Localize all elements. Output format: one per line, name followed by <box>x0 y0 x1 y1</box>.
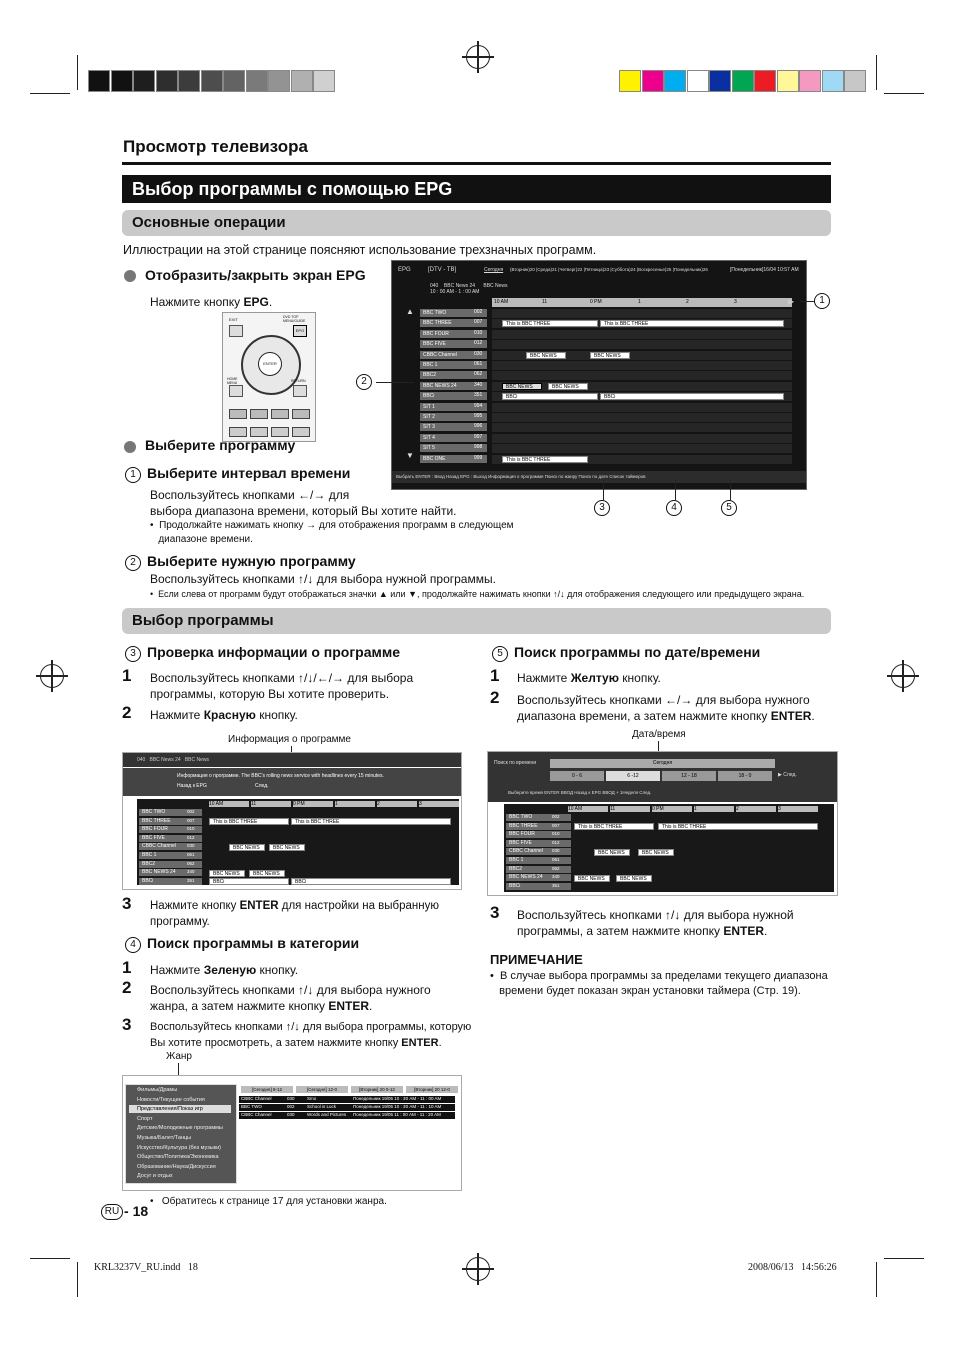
crop-mark <box>30 93 70 94</box>
crop-mark <box>876 55 877 90</box>
genre-row-time: Понедельник 19/05 10 : 30 AM - 11 : 10 AM <box>353 1104 442 1109</box>
s4-title: 4 Поиск программы в категории <box>125 935 359 953</box>
epg-channel-num: 007 <box>474 319 483 326</box>
info-channel-name[interactable]: BBC2 <box>139 861 202 868</box>
info-channel-num: 351 <box>187 877 195 883</box>
show-epg-text: Нажмите кнопку EPG. <box>150 295 273 309</box>
enter-button[interactable]: ENTER <box>258 352 282 376</box>
dt-channel-num: 351 <box>552 882 560 888</box>
s5-step2: Воспользуйтесь кнопками ←/→ для выбора нужного диапазона времени, а затем нажмите кнопку ENTER. <box>517 693 815 723</box>
s5-title: 5 Поиск программы по дате/времени <box>492 644 760 662</box>
epg-program[interactable]: BBC NEWS <box>526 352 566 359</box>
show-epg-title: Отобразить/закрыть экран EPG <box>145 267 366 283</box>
genre-col-header[interactable]: [Сегодня] 12-0 <box>296 1086 348 1093</box>
step1-title: 1 Выберите интервал времени <box>125 465 350 483</box>
callout-line <box>376 382 414 383</box>
info-time-label: 10 AM <box>209 801 249 807</box>
info-program[interactable]: BBCi <box>291 878 451 885</box>
genre-item[interactable]: Фильмы/Драмы <box>137 1087 178 1093</box>
epg-time-label: 0 PM <box>590 299 602 305</box>
epg-channel-num: 010 <box>474 329 483 336</box>
rew-button[interactable] <box>229 427 247 437</box>
s3-step3: Нажмите кнопку ENTER для настройки на выбранную программу. <box>150 900 440 928</box>
info-channel-num: 007 <box>187 817 195 823</box>
info-program[interactable]: BBC NEWS <box>229 844 265 851</box>
gray-swatch <box>133 70 155 92</box>
info-program[interactable]: BBC NEWS <box>269 844 305 851</box>
page-title <box>122 175 831 203</box>
crop-mark <box>77 55 78 90</box>
dt-program[interactable]: This is BBC THREE <box>658 823 818 830</box>
info-channel-name[interactable]: BBCi <box>139 878 202 885</box>
select-title: Выберите программу <box>145 437 296 453</box>
color-swatch <box>709 70 731 92</box>
epg-channel-name[interactable]: BBC FIVE <box>420 340 487 348</box>
dt-time-label: 3 <box>778 806 818 812</box>
genre-row-num: 002 <box>287 1104 295 1109</box>
gray-swatch <box>201 70 223 92</box>
gray-swatch <box>268 70 290 92</box>
dt-program[interactable]: BBC NEWS <box>616 875 652 882</box>
info-current: 040 BBC News 24 BBC News <box>137 757 209 763</box>
dt-channel-name[interactable]: BBCi <box>506 883 571 890</box>
info-channel-num: 340 <box>187 869 195 875</box>
info-channel-num: 010 <box>187 826 195 832</box>
s5-step1: Нажмите Желтую кнопку. <box>517 671 661 685</box>
epg-tab: EPG <box>398 267 411 273</box>
info-channel-name[interactable]: BBC FIVE <box>139 835 202 842</box>
crop-mark <box>884 1258 924 1259</box>
epg-channel-num: 002 <box>474 309 483 315</box>
step2-text: Воспользуйтесь кнопками ↑/↓ для выбора нужной программы. <box>150 572 496 586</box>
bullet-icon <box>124 441 136 453</box>
callout-5: 5 <box>721 500 743 516</box>
epg-channel-num: 999 <box>474 454 483 461</box>
genre-item[interactable]: Образование/Наука/Дискуссия <box>137 1163 216 1170</box>
gray-swatch <box>223 70 245 92</box>
dt-range[interactable]: 0 - 6 <box>550 771 604 781</box>
step-number: 3 <box>122 1015 132 1034</box>
scroll-up-icon[interactable]: ▲ <box>406 307 414 316</box>
gray-swatch <box>313 70 335 92</box>
genre-row-ch[interactable]: BBC TWO <box>241 1104 262 1109</box>
genre-row-time: Понедельник 19/05 11 : 00 AM - 11 : 20 AM <box>353 1112 441 1117</box>
epg-time-label: 10 AM <box>494 299 509 305</box>
epg-program[interactable]: BBCi <box>502 393 598 400</box>
dt-channel-name[interactable]: CBBC Channel <box>506 848 571 855</box>
genre-row-title: School is Luck <box>307 1104 337 1109</box>
step-number: 3 <box>122 894 132 913</box>
dt-time-label: 0 PM <box>652 806 692 812</box>
dt-next[interactable]: ▶ След. <box>778 772 797 778</box>
dt-time-label: 2 <box>736 806 776 812</box>
epg-channel-num: 998 <box>474 444 483 451</box>
dt-channel-num: 010 <box>552 831 560 837</box>
epg-program[interactable]: This is BBC THREE <box>502 320 598 327</box>
color-swatch <box>777 70 799 92</box>
epg-days: (Вторник)20 |Среда)21 |Четверг)22 |Пятница)23 |Суббота)24 |Воскресенье)25 |Понедельник)26 <box>510 267 708 272</box>
info-time-label: 1 <box>335 801 375 807</box>
datetime-screen <box>487 751 838 896</box>
remote-control-illustration <box>222 312 316 442</box>
dt-time-label: 11 <box>610 806 650 812</box>
crop-mark <box>876 1262 877 1297</box>
color-swatch <box>642 70 664 92</box>
registration-mark-icon <box>891 664 915 688</box>
dt-channel-num: 002 <box>552 814 560 819</box>
info-channel-name[interactable]: BBC 1 <box>139 852 202 859</box>
blue-button[interactable] <box>292 409 310 419</box>
epg-row-bg <box>492 434 792 443</box>
info-channel-num: 061 <box>187 852 195 857</box>
epg-channel-num: 061 <box>474 361 483 367</box>
color-swatch <box>822 70 844 92</box>
color-swatch <box>664 70 686 92</box>
genre-item[interactable]: Детские/Молодежные программы <box>137 1125 223 1132</box>
epg-channel-name[interactable]: SIT 2 <box>420 413 487 421</box>
scroll-right-icon[interactable]: ▶ <box>788 297 795 306</box>
bullet-icon <box>124 270 136 282</box>
s4-label: Жанр <box>166 1051 192 1062</box>
gray-swatch <box>291 70 313 92</box>
dt-channel-num: 061 <box>552 857 560 862</box>
dt-channel-name[interactable]: BBC FOUR <box>506 831 571 838</box>
epg-channel-num: 030 <box>474 350 483 357</box>
genre-row-time: Понедельник 19/05 10 : 30 AM - 11 : 00 AM <box>353 1096 442 1101</box>
genre-row-ch[interactable]: CBBC Channel <box>241 1096 272 1101</box>
epg-channel-num: 062 <box>474 371 483 378</box>
epg-row-bg <box>492 403 792 412</box>
epg-channel-name[interactable]: BBC ONE <box>420 455 487 463</box>
color-swatch <box>844 70 866 92</box>
info-program[interactable]: This is BBC THREE <box>291 818 451 825</box>
info-text: Информация о программе. The BBC's rolling news service with headlines every 15 minutes. <box>177 773 384 779</box>
epg-channel-num: 340 <box>474 381 483 388</box>
dt-channel-num: 340 <box>552 874 560 880</box>
epg-channel-name[interactable]: BBC FOUR <box>420 330 487 338</box>
epg-channel-name[interactable]: SIT 3 <box>420 423 487 431</box>
dt-program[interactable]: BBC NEWS <box>638 849 674 856</box>
dt-time-label: 1 <box>694 806 734 812</box>
section-title: Просмотр телевизора <box>123 137 308 156</box>
callout-line <box>730 480 731 500</box>
epg-channel-name[interactable]: SIT 4 <box>420 434 487 442</box>
info-channel-num: 012 <box>187 834 195 840</box>
epg-current: 040 BBC News 24 BBC News 10 : 00 AM - 1 : 00 AM <box>430 283 508 295</box>
genre-col-header[interactable]: [Сегодня] 8-12 <box>241 1086 293 1093</box>
epg-channel-num: 997 <box>474 433 483 440</box>
crop-mark <box>30 1258 70 1259</box>
genre-item[interactable]: Спорт <box>137 1115 153 1122</box>
dt-program[interactable]: BBC NEWS <box>594 849 630 856</box>
s3-step2: Нажмите Красную кнопку. <box>150 708 298 722</box>
epg-channel-name[interactable]: BBCi <box>420 392 487 400</box>
callout-line <box>800 301 814 302</box>
epg-row-bg <box>492 444 792 453</box>
registration-mark-icon <box>40 664 64 688</box>
info-channel-name[interactable]: BBC THREE <box>139 818 202 825</box>
info-back-button[interactable]: Назад к EPG <box>177 783 207 789</box>
selection-band: Выбор программы <box>122 608 831 634</box>
epg-time-label: 11 <box>542 299 548 305</box>
intro-text: Иллюстрации на этой странице поясняют использование трехзначных программ. <box>123 243 597 257</box>
epg-time-label: 3 <box>734 299 737 305</box>
dt-time-label: 10 AM <box>568 806 608 812</box>
home-label: HOME MENU <box>227 377 238 385</box>
dt-program[interactable]: This is BBC THREE <box>574 823 654 830</box>
epg-channel-name[interactable]: SIT 5 <box>420 444 487 452</box>
return-button[interactable] <box>293 385 307 397</box>
epg-tab-today: Сегодня <box>484 267 504 273</box>
epg-row-bg <box>492 330 792 339</box>
callout-1: 1 <box>814 293 836 309</box>
epg-button[interactable]: EPG <box>293 325 307 337</box>
genre-item[interactable]: Искусство/Культура (без музыки) <box>137 1144 222 1151</box>
genre-row-ch[interactable]: CBBC Channel <box>241 1112 272 1117</box>
gray-swatch <box>156 70 178 92</box>
genre-row-title: Words and Pictures <box>307 1112 347 1117</box>
epg-channel-num: 996 <box>474 423 483 430</box>
dt-channel-num: 007 <box>552 822 560 828</box>
genre-item[interactable]: Представления/Показ игр <box>129 1105 231 1113</box>
epg-row-bg <box>492 413 792 422</box>
info-channel-name[interactable]: BBC TWO <box>139 809 202 816</box>
epg-time-label: 1 <box>638 299 641 305</box>
s4-step2: Воспользуйтесь кнопками ↑/↓ для выбора нужного жанра, а затем нажмите кнопку ENTER. <box>150 983 431 1013</box>
info-channel-num: 002 <box>187 809 195 814</box>
s3-label: Информация о программе <box>228 734 351 745</box>
step1-note: • Продолжайте нажимать кнопку → для отображения программ в следующем диапазоне времени. <box>150 520 514 545</box>
color-swatch <box>687 70 709 92</box>
epg-program[interactable]: BBC NEWS <box>590 352 630 359</box>
s3-step1: Воспользуйтесь кнопками ↑/↓/←/→ для выбора программы, которую Вы хотите проверить. <box>150 671 414 701</box>
step-number: 2 <box>122 978 132 997</box>
epg-row-bg <box>492 340 792 349</box>
genre-screen <box>122 1075 462 1191</box>
genre-row-title: Smo <box>307 1096 317 1101</box>
scroll-down-icon[interactable]: ▼ <box>406 451 414 460</box>
s5-label: Дата/время <box>632 729 686 740</box>
info-program[interactable]: BBC NEWS <box>209 870 245 877</box>
epg-program[interactable]: This is BBC THREE <box>600 320 784 327</box>
dt-channel-num: 062 <box>552 865 560 871</box>
color-swatch <box>619 70 641 92</box>
stop-button[interactable] <box>292 427 310 437</box>
dt-channel-name[interactable]: BBC THREE <box>506 823 571 830</box>
info-time-label: 2 <box>377 801 417 807</box>
dt-title: Поиск по времени <box>494 760 537 766</box>
genre-row-num: 030 <box>287 1096 295 1101</box>
epg-channel-num: 351 <box>474 392 483 399</box>
dt-footer: Выберите время ENTER ВВОД Назад к EPG ВВОД + 1Неделя След. <box>508 790 652 795</box>
dt-channel-name[interactable]: BBC 1 <box>506 857 571 864</box>
info-time-label: 11 <box>251 801 291 807</box>
info-screen <box>122 752 462 890</box>
yellow-button[interactable] <box>271 409 289 419</box>
step-number: 2 <box>122 703 132 722</box>
epg-row-bg <box>492 309 792 318</box>
epg-channel-num: 012 <box>474 340 483 347</box>
epg-program[interactable]: BBC NEWS <box>548 383 588 390</box>
gray-swatch <box>111 70 133 92</box>
step-number: 1 <box>122 666 132 685</box>
epg-channel-num: 995 <box>474 413 483 419</box>
step2-note: • Если слева от программ будут отображаться значки ▲ или ▼, продолжайте нажимать кнопки ↑/↓ для отображения следующего или предыдущего экрана. <box>150 589 805 599</box>
info-program[interactable]: BBC NEWS <box>249 870 285 877</box>
note-text: • В случае выбора программы за пределами текущего диапазона времени будет показан экран установки таймера (Стр. 19). <box>490 970 828 997</box>
dt-channel-num: 012 <box>552 839 560 845</box>
genre-item[interactable]: Новости/Текущие события <box>137 1096 205 1103</box>
s4-step1: Нажмите Зеленую кнопку. <box>150 963 299 977</box>
dt-today: Сегодня <box>550 759 775 768</box>
color-swatch <box>732 70 754 92</box>
genre-item[interactable]: Общество/Политика/Экономика <box>137 1154 219 1161</box>
page-title-text: Выбор программы с помощью EPG <box>132 179 453 199</box>
ff-button[interactable] <box>271 427 289 437</box>
genre-item[interactable]: Музыка/Балет/Танцы <box>137 1135 192 1141</box>
color-swatch <box>799 70 821 92</box>
info-program[interactable]: This is BBC THREE <box>209 818 289 825</box>
dt-channel-name[interactable]: BBC FIVE <box>506 840 571 847</box>
epg-channel-name[interactable]: BBC TWO <box>420 309 487 317</box>
info-channel-name[interactable]: CBBC Channel <box>139 843 202 850</box>
exit-label: EXIT <box>229 317 238 322</box>
play-button[interactable] <box>250 427 268 437</box>
step-number: 1 <box>122 958 132 977</box>
epg-screen <box>391 260 807 490</box>
info-time-label: 3 <box>419 801 459 807</box>
info-time-label: 0 PM <box>293 801 333 807</box>
epg-program[interactable]: This is BBC THREE <box>502 456 588 463</box>
epg-channel-name[interactable]: CBBC Channel <box>420 351 487 359</box>
dt-channel-name[interactable]: BBC2 <box>506 866 571 873</box>
genre-col-header[interactable]: [Вторник] 20 12-0 <box>406 1086 458 1093</box>
info-channel-num: 062 <box>187 860 195 866</box>
registration-mark-icon <box>466 45 490 69</box>
registration-mark-icon <box>466 1257 490 1281</box>
step-circle: 2 <box>125 555 141 571</box>
epg-row-bg <box>492 423 792 432</box>
epg-footer: Выбрать ENTER : Ввод Назад EPG : Выход Информация о программе Поиск по жанру Поиск по дате Список таймеров <box>392 471 807 483</box>
note-title: ПРИМЕЧАНИЕ <box>490 952 583 967</box>
gray-swatch <box>88 70 110 92</box>
callout-2: 2 <box>356 374 378 390</box>
epg-row-bg <box>492 371 792 380</box>
page-number: - 18 <box>124 1203 149 1219</box>
epg-timebar <box>492 297 795 307</box>
dt-channel-num: 030 <box>552 848 560 854</box>
callout-line <box>675 480 676 500</box>
step-number: 1 <box>490 666 500 685</box>
crop-mark <box>77 1262 78 1297</box>
s4-step3: Воспользуйтесь кнопками ↑/↓ для выбора программы, которую Вы хотите просмотреть, а затем нажмите кнопку ENTER. <box>150 1021 472 1049</box>
basic-ops-band: Основные операции <box>122 210 831 236</box>
dvd-label: DVD TOP MENU/GUIDE <box>283 315 306 323</box>
return-label: RETURN <box>291 379 306 383</box>
red-button[interactable] <box>229 409 247 419</box>
callout-4: 4 <box>666 500 688 516</box>
info-channel-num: 030 <box>187 843 195 849</box>
dt-range[interactable]: 12 - 18 <box>662 771 716 781</box>
epg-channel-name[interactable]: BBC NEWS 24 <box>420 382 487 390</box>
epg-channel-name[interactable]: SIT 1 <box>420 403 487 411</box>
epg-channel-name[interactable]: BBC 1 <box>420 361 487 369</box>
exit-button[interactable] <box>229 325 243 337</box>
dt-channel-name[interactable]: BBC TWO <box>506 814 571 821</box>
s3-title: 3 Проверка информации о программе <box>125 644 400 662</box>
info-channel-name[interactable]: BBC NEWS 24 <box>139 869 202 876</box>
genre-col-header[interactable]: [Вторник] 20 0-12 <box>351 1086 403 1093</box>
gray-swatch <box>178 70 200 92</box>
dt-range[interactable]: 6 -12 <box>606 771 660 781</box>
epg-time-label: 2 <box>686 299 689 305</box>
home-button[interactable] <box>229 385 243 397</box>
epg-channel-name[interactable]: BBC2 <box>420 371 487 379</box>
info-channel-name[interactable]: BBC FOUR <box>139 826 202 833</box>
step-circle: 1 <box>125 467 141 483</box>
gray-swatch <box>246 70 268 92</box>
epg-program-selected[interactable]: BBC NEWS <box>502 383 542 390</box>
s4-note: • Обратитесь к странице 17 для установки жанра. <box>150 1196 387 1207</box>
callout-3: 3 <box>594 500 616 516</box>
step2-title: 2 Выберите нужную программу <box>125 553 356 571</box>
dt-program[interactable]: BBC NEWS <box>574 875 610 882</box>
epg-program[interactable]: BBCi <box>600 393 784 400</box>
genre-row-num: 030 <box>287 1112 295 1117</box>
footer-date: 2008/06/13 14:56:26 <box>748 1262 837 1273</box>
info-next-button[interactable]: След. <box>255 783 269 789</box>
color-swatch <box>754 70 776 92</box>
epg-clock: [Понедельник]16/04 10:57 AM <box>730 267 799 273</box>
green-button[interactable] <box>250 409 268 419</box>
callout-line <box>603 480 604 500</box>
epg-channel-num: 994 <box>474 402 483 409</box>
epg-channel-name[interactable]: BBC THREE <box>420 319 487 327</box>
footer-file: KRL3237V_RU.indd 18 <box>94 1262 198 1273</box>
lang-badge: RU <box>101 1204 123 1220</box>
info-program[interactable]: BBCi <box>209 878 289 885</box>
dt-range[interactable]: 18 - 0 <box>718 771 772 781</box>
section-rule <box>122 162 831 165</box>
step-number: 3 <box>490 903 500 922</box>
step-number: 2 <box>490 688 500 707</box>
step1-text: Воспользуйтесь кнопками ←/→ для выбора диапазона времени, который Вы хотите найти. <box>150 488 457 518</box>
epg-tab: [DTV - TB] <box>428 267 457 273</box>
genre-item[interactable]: Досуг и отдых <box>137 1173 173 1180</box>
s5-step3: Воспользуйтесь кнопками ↑/↓ для выбора нужной программы, а затем нажмите кнопку ENTER. <box>517 908 794 938</box>
dt-channel-name[interactable]: BBC NEWS 24 <box>506 874 571 881</box>
epg-row-bg <box>492 361 792 370</box>
crop-mark <box>884 93 924 94</box>
